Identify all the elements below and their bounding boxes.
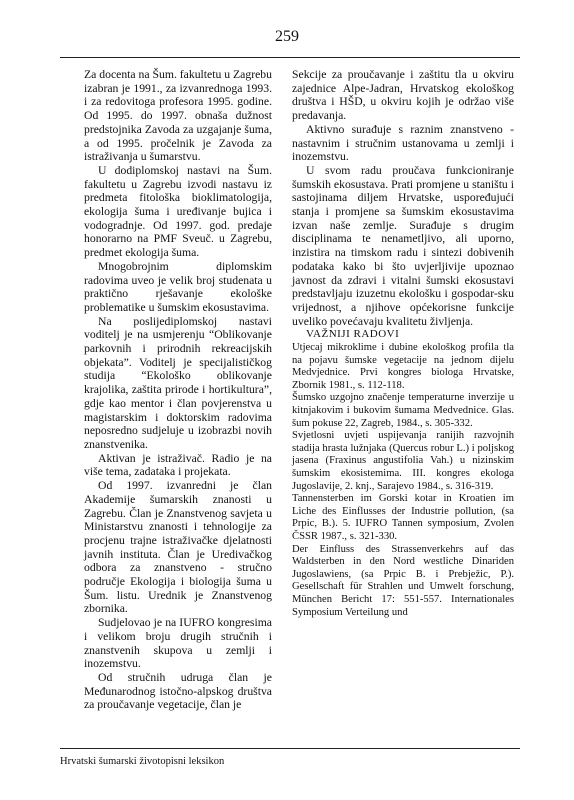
paragraph: Aktivan je istraživač. Radio je na više tema, zadataka i projekata. bbox=[84, 451, 272, 479]
footer-text: Hrvatski šumarski životopisni leksikon bbox=[60, 756, 225, 767]
paragraph: Od stručnih udruga član je Međunarodnog istočno-alpskog društva za proučavanje vegetacije, član je bbox=[84, 670, 272, 712]
bottom-rule bbox=[60, 748, 520, 749]
paragraph: Na poslijediplomskoj nastavi voditelj je na usmjerenju “Oblikovanje parkovnih i prirodnih rekreacijskih objekata”. Voditelj je specijalističkog studija “Ekološko oblikovanje krajolika, zaštita prirode i hortikultura”, gdje kao mentor i član povjerenstva u magistarskim i doktorskim radovima neposredno sudjeluje u izobrazbi novih znanstvenika. bbox=[84, 314, 272, 451]
paragraph: U svom radu proučava funkcioniranje šumskih ekosustava. Prati promjene u staništu i sastojinama diljem Hrvatske, uspoređujući stanja i promjene sa šumskim ekosustavima izvan naše zemlje. Surađuje s drugim disciplinama te nenametljivo, ali uporno, inzistira na timskom radu i sintezi dobivenih podataka kako bi što uvjerljivije upoznao javnost da zdravi i vitalni šumski ekosustavi predstavljaju izuzetnu ekološku i gospodar-sku vrijednost, a njihove općekorisne funkcije uveliko povećavaju kvalitetu življenja. bbox=[292, 163, 514, 328]
paragraph: Sudjelovao je na IUFRO kongresima i velikom broju drugih stručnih i znanstvenih skupova u zemlji i inozemstvu. bbox=[84, 616, 272, 671]
top-rule bbox=[60, 57, 520, 58]
paragraph: Aktivno surađuje s raznim znanstveno - nastavnim i stručnim ustanovama u zemlji i inozemstvu. bbox=[292, 122, 514, 164]
reference-item: Der Einfluss des Strassenverkehrs auf das Waldsterben in den Nord westliche Dinariden Jugoslawiens, (sa Prpic B. i Prebježic, P.). Gesellschaft für Strahlen und Umwelt forschung, München Bericht 17: 551-557. Internationales Symposium Verteilung und bbox=[292, 543, 514, 618]
reference-item: Tannensterben im Gorski kotar in Kroatien im Liche des Einflusses der Industrie pollution, (sa Prpic, B.). 5. IUFRO Tannen symposium, Zvolen ČSSR 1987., s. 321-330. bbox=[292, 493, 514, 542]
paragraph: U dodiplomskoj nastavi na Šum. fakultetu u Zagrebu izvodi nastavu iz predmeta fitološka bioklimatologija, ekologija šuma i uređivanje bujica i vodogradnje. Od 1997. god. predaje honorarno na PMF Sveuč. u Zagrebu, predmet ekologija šuma. bbox=[84, 163, 272, 260]
paragraph: Sekcije za proučavanje i zaštitu tla u okviru zajednice Alpe-Jadran, Hrvatskog ekološkog društva i HŠD, u okviru kojih je održao više predavanja. bbox=[292, 68, 514, 123]
paragraph: Mnogobrojnim diplomskim radovima uveo je velik broj studenata u praktično rješavanje ekološke problematike u šumskim ekosustavima. bbox=[84, 259, 272, 314]
page-number: 259 bbox=[275, 28, 299, 45]
right-column bbox=[292, 68, 514, 619]
reference-item: Svjetlosni uvjeti uspijevanja ranijih razvojnih stadija hrasta lužnjaka (Quercus robur L.) i poljskog jasena (Fraxinus angustifolia Vah.) u nizinskim šumskim ekosistemima. III. kongres ekologa Jugoslavije, 2. knj., Sarajevo 1984., s. 316-319. bbox=[292, 430, 514, 492]
paragraph: Od 1997. izvanredni je član Akademije šumarskih znanosti u Zagrebu. Član je Znanstvenog savjeta u Ministarstvu znanosti i tehnologije za procjenu trajne istraživačke djelatnosti javnih instituta. Član je Uredivačkog odbora za znanstveno - stručno područje Ekologija i biologija šuma u Šum. listu. Urednik je Znanstvenog zbornika. bbox=[84, 479, 272, 616]
left-column bbox=[84, 68, 272, 712]
reference-item: Utjecaj mikroklime i dubine ekološkog profila tla na pojavu šumske vegetacije na jednom dijelu Medvjednice. Prvi kongres biologa Hrvatske, Zbornik 1981., s. 112-118. bbox=[292, 342, 514, 391]
references-list bbox=[292, 342, 514, 619]
section-title: VAŽNIJI RADOVI bbox=[306, 328, 400, 341]
paragraph: Za docenta na Šum. fakultetu u Zagrebu izabran je 1991., za izvanrednoga 1993. i za redovitoga profesora 1995. godine. Od 1995. do 1997. obnaša dužnost predstojnika Zavoda za uzgajanje šuma, a od 1995. pročelnik je Zavoda za istraživanja u šumarstvu. bbox=[84, 68, 272, 164]
reference-item: Šumsko uzgojno značenje temperaturne inverzije u kitnjakovim i bukovim šumama Medvednice. Glas. šum pokuse 22, Zagreb, 1984., s. 305-332. bbox=[292, 392, 514, 429]
